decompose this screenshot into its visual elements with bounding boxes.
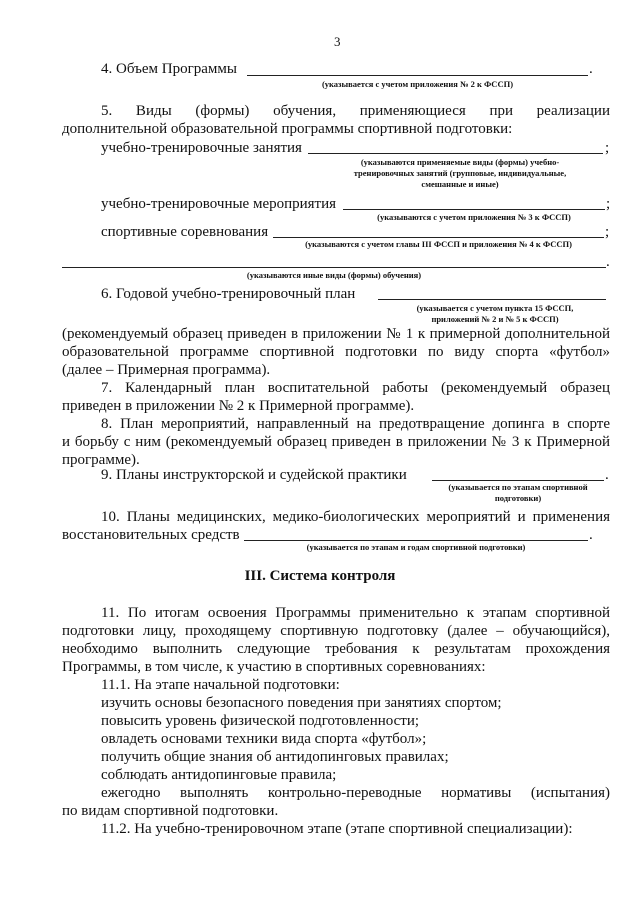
clause-11-1: 11.1. На этапе начальной подготовки: xyxy=(101,677,340,693)
section-heading: III. Система контроля xyxy=(244,568,396,584)
item-6-fill-line xyxy=(378,299,606,300)
item-5-events-fill-line xyxy=(343,209,605,210)
item-5-competitions-fill-line xyxy=(273,237,604,238)
item-5-other-fill-line xyxy=(62,267,606,268)
item-6-note-1: (указывается с учетом пункта 15 ФССП, xyxy=(416,303,574,313)
clause-11-line-4: Программы, в том числе, к участию в спортивных соревнованиях: xyxy=(62,659,486,675)
item-10-fill-line xyxy=(244,540,588,541)
item-5-line-2: дополнительной образовательной программы спортивной подготовки: xyxy=(62,121,513,137)
item-6-line-2: образовательной программе спортивной подготовки по виду спорта «футбол» xyxy=(62,344,610,360)
clause-11-2: 11.2. На учебно-тренировочном этапе (этапе спортивной специализации): xyxy=(101,821,573,837)
list-item: овладеть основами техники вида спорта «футбол»; xyxy=(101,731,427,747)
item-5-competitions-note: (указываются с учетом главы III ФССП и приложения № 4 к ФССП) xyxy=(305,239,572,249)
item-8-line-2: и борьбу с ним (рекомендуемый образец приведен в приложении № 3 к Примерной xyxy=(62,434,610,450)
item-9-label: 9. Планы инструкторской и судейской практики xyxy=(101,467,407,483)
item-5-training-label: учебно-тренировочные занятия xyxy=(101,140,302,156)
list-item: получить общие знания об антидопинговых правилах; xyxy=(101,749,449,765)
item-5-training-note-2: тренировочных занятий (групповые, индивидуальные, xyxy=(353,168,567,178)
clause-11-line-3: необходимо выполнить следующие требования к результатам прохождения xyxy=(62,641,610,657)
item-8-line-1: 8. План мероприятий, направленный на предотвращение допинга в спорте xyxy=(101,416,610,432)
item-5-line-1: 5. Виды (формы) обучения, применяющиеся при реализации xyxy=(101,103,610,119)
clause-11-line-1: 11. По итогам освоения Программы применительно к этапам спортивной xyxy=(101,605,610,621)
clause-11-line-2: подготовки лицу, проходящему спортивную подготовку (далее – обучающийся), xyxy=(62,623,610,639)
yearly-requirement-line-2: по видам спортивной подготовки. xyxy=(62,803,279,819)
item-4-note: (указывается с учетом приложения № 2 к ФССП) xyxy=(321,79,514,89)
item-5-competitions-label: спортивные соревнования xyxy=(101,224,269,240)
item-4-fill-line xyxy=(247,75,588,76)
item-5-other-note: (указываются иные виды (формы) обучения) xyxy=(246,270,422,280)
item-5-events-label: учебно-тренировочные мероприятия xyxy=(101,196,337,212)
item-5-competitions-end: ; xyxy=(605,224,610,240)
item-10-note: (указывается по этапам и годам спортивной подготовки) xyxy=(306,542,526,552)
item-6-line-3: (далее – Примерная программа). xyxy=(62,362,271,378)
item-10-label: восстановительных средств xyxy=(62,527,240,543)
item-6-label: 6. Годовой учебно-тренировочный план xyxy=(101,286,356,302)
list-item: повысить уровень физической подготовленности; xyxy=(101,713,420,729)
item-5-training-note-3: смешанные и иные) xyxy=(421,179,499,189)
item-9-note-1: (указывается по этапам спортивной xyxy=(448,482,588,492)
item-10-line-1: 10. Планы медицинских, медико-биологических мероприятий и применения xyxy=(101,509,610,525)
item-7-line-1: 7. Календарный план воспитательной работы (рекомендуемый образец xyxy=(101,380,610,396)
item-5-other-end: . xyxy=(606,254,610,270)
item-6-note-2: приложений № 2 и № 5 к ФССП) xyxy=(431,314,559,324)
item-4-label: 4. Объем Программы xyxy=(101,61,237,77)
item-5-events-note: (указываются с учетом приложения № 3 к ФССП) xyxy=(377,212,571,222)
list-item: соблюдать антидопинговые правила; xyxy=(101,767,337,783)
item-5-training-note-1: (указываются применяемые виды (формы) учебно- xyxy=(360,157,560,167)
item-8-line-3: программе). xyxy=(62,452,140,468)
list-item: изучить основы безопасного поведения при занятиях спортом; xyxy=(101,695,502,711)
page-number: 3 xyxy=(334,34,341,49)
item-5-training-end: ; xyxy=(605,140,610,156)
item-10-end: . xyxy=(589,527,593,543)
item-5-events-end: ; xyxy=(606,196,611,212)
item-5-training-fill-line xyxy=(308,153,603,154)
item-7-line-2: приведен в приложении № 2 к Примерной программе). xyxy=(62,398,415,414)
item-9-note-2: подготовки) xyxy=(494,493,542,503)
item-9-end: . xyxy=(605,467,609,483)
item-9-fill-line xyxy=(432,480,604,481)
yearly-requirement-line-1: ежегодно выполнять контрольно-переводные нормативы (испытания) xyxy=(101,785,610,801)
item-4-end: . xyxy=(589,61,593,77)
item-6-line-1: (рекомендуемый образец приведен в приложении № 1 к примерной дополнительной xyxy=(62,326,610,342)
